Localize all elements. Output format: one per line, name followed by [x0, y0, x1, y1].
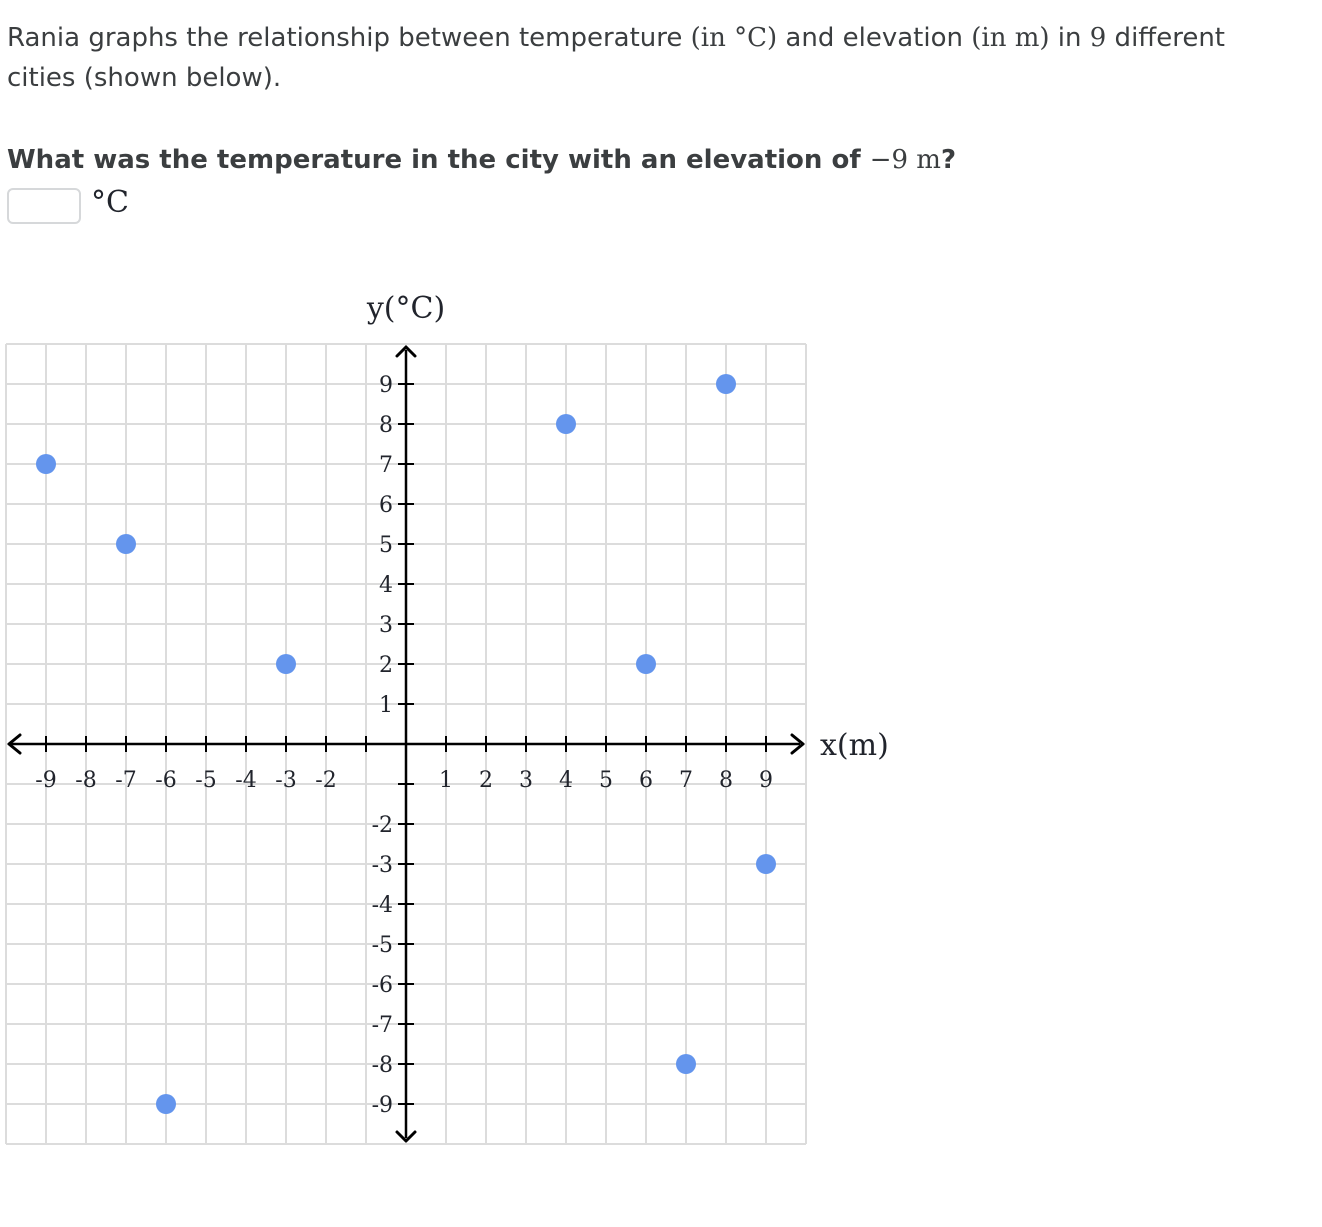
- prompt-city-count: 9: [1089, 23, 1107, 53]
- y-tick-label: -4: [371, 893, 393, 918]
- y-tick-label: -8: [371, 1053, 393, 1078]
- x-tick-label: -8: [75, 768, 97, 793]
- y-tick-label: 6: [379, 493, 393, 518]
- prompt-text-in: in: [1049, 23, 1090, 53]
- x-tick-label: -3: [275, 768, 297, 793]
- y-tick-label: 9: [379, 373, 393, 398]
- problem-statement: [7, 18, 1297, 98]
- y-tick-label: -6: [371, 973, 393, 998]
- data-point: [156, 1094, 176, 1114]
- y-tick-label: 7: [379, 453, 393, 478]
- x-tick-label: 5: [599, 768, 613, 793]
- question: [7, 140, 956, 180]
- data-point: [36, 454, 56, 474]
- data-point: [556, 414, 576, 434]
- y-tick-label: -9: [371, 1093, 393, 1118]
- x-tick-label: 9: [759, 768, 773, 793]
- y-tick-label: 5: [379, 533, 393, 558]
- x-tick-label: -2: [315, 768, 337, 793]
- x-tick-label: 4: [559, 768, 573, 793]
- data-point: [676, 1054, 696, 1074]
- y-tick-label: -5: [371, 933, 393, 958]
- data-point: [756, 854, 776, 874]
- y-axis-title: y(°C): [366, 291, 446, 326]
- x-tick-label: 2: [479, 768, 493, 793]
- y-tick-label: 2: [379, 653, 393, 678]
- question-elevation-value: −9 m: [869, 145, 941, 175]
- answer-input[interactable]: [7, 188, 81, 224]
- x-tick-label: 7: [679, 768, 693, 793]
- answer-row: [7, 185, 129, 227]
- data-point: [636, 654, 656, 674]
- prompt-text-middle: and elevation: [777, 23, 972, 53]
- y-tick-label: 3: [379, 613, 393, 638]
- prompt-text-after: different cities (shown below).: [7, 23, 1225, 93]
- answer-unit: °C: [91, 184, 129, 220]
- y-tick-label: -7: [371, 1013, 393, 1038]
- x-tick-label: 6: [639, 768, 653, 793]
- x-axis-title: x(m): [820, 728, 889, 763]
- x-tick-label: 3: [519, 768, 533, 793]
- question-end: ?: [940, 145, 957, 175]
- x-tick-label: 1: [439, 768, 453, 793]
- y-tick-label: 8: [379, 413, 393, 438]
- y-tick-label: 4: [379, 573, 393, 598]
- x-tick-label: 8: [719, 768, 733, 793]
- x-tick-label: -9: [35, 768, 57, 793]
- prompt-elevation-unit: (in m): [971, 23, 1050, 53]
- data-point: [276, 654, 296, 674]
- data-point: [716, 374, 736, 394]
- data-point: [116, 534, 136, 554]
- axes: [9, 347, 803, 1141]
- scatter-plot: [0, 280, 900, 1150]
- y-tick-label: -3: [371, 853, 393, 878]
- prompt-text-before: Rania graphs the relationship between temperature: [7, 23, 691, 53]
- x-tick-label: -7: [115, 768, 137, 793]
- x-tick-label: -6: [155, 768, 177, 793]
- y-tick-label: -2: [371, 813, 393, 838]
- tick-labels: [35, 373, 773, 1118]
- question-text: What was the temperature in the city with an elevation of: [7, 145, 870, 175]
- x-tick-label: -5: [195, 768, 217, 793]
- prompt-temperature-unit: (in °C): [690, 23, 778, 53]
- y-tick-label: 1: [379, 693, 393, 718]
- x-tick-label: -4: [235, 768, 257, 793]
